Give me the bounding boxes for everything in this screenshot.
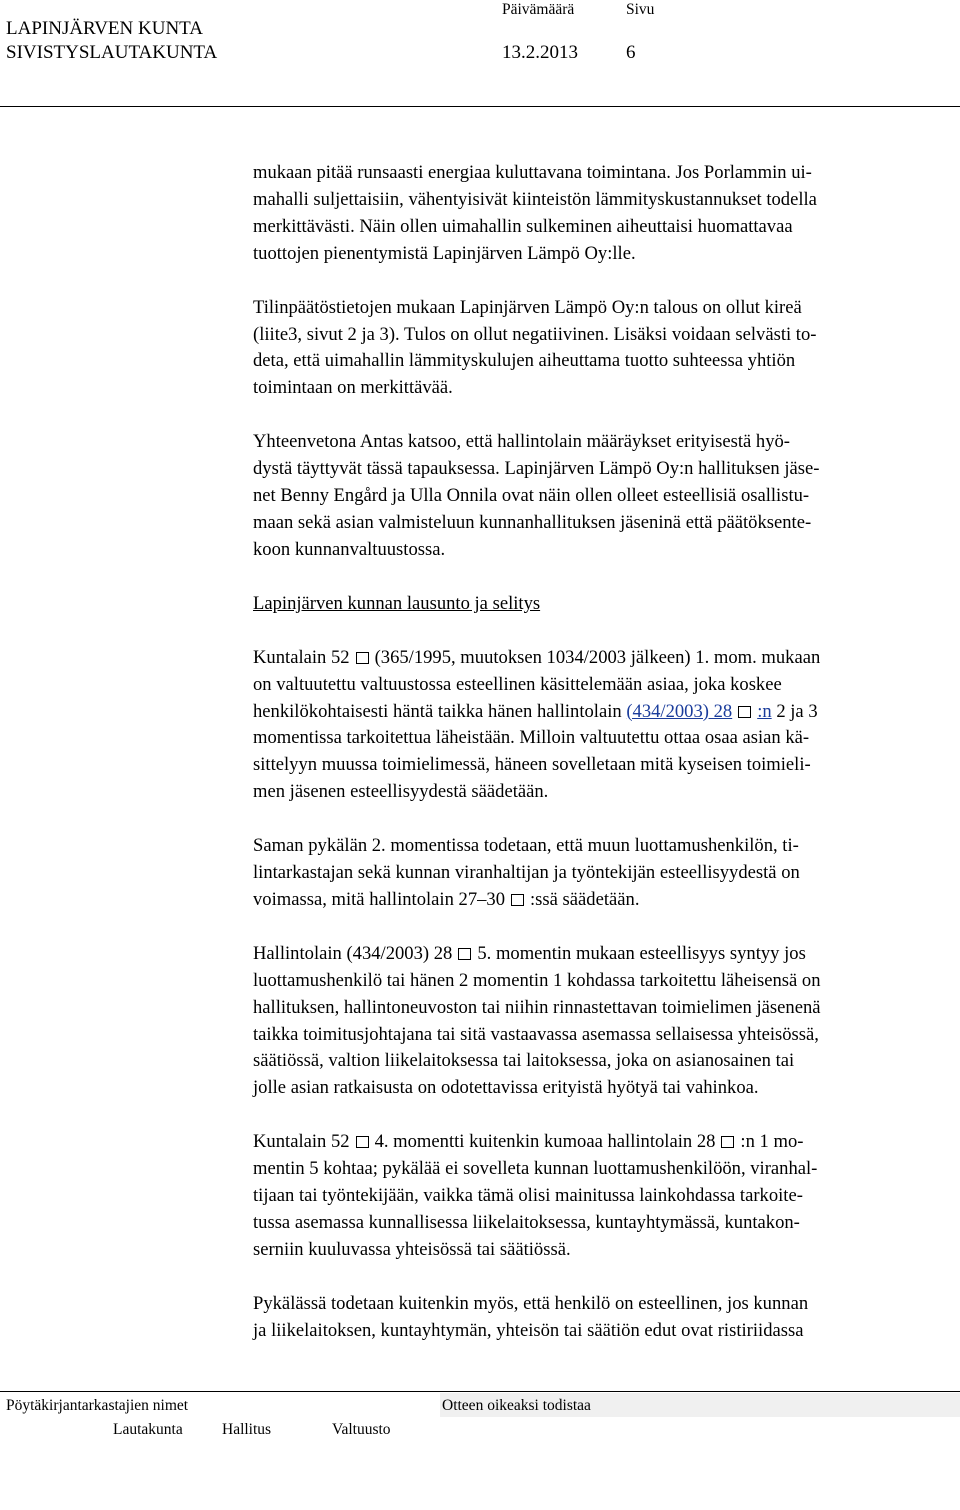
paragraph-6 (253, 941, 956, 1102)
text-line: koon kunnanvaltuustossa. (253, 538, 446, 560)
certified-label: Otteen oikeaksi todistaa (442, 1397, 591, 1414)
section-sign-icon (511, 894, 524, 906)
text-line: dystä täyttyvät tässä tapauksessa. Lapinjärven Lämpö Oy:n hallituksen jäse- (253, 458, 820, 480)
text-line: net Benny Engård ja Ulla Onnila ovat näin ollen olleet esteellisiä osallistu- (253, 485, 810, 507)
text-line: Tilinpäätöstietojen mukaan Lapinjärven Lämpö Oy:n talous on ollut kireä (253, 296, 802, 318)
text-line: Yhteenvetona Antas katsoo, että hallintolain määräykset erityisestä hyö- (253, 431, 790, 453)
section-heading-wrap (253, 591, 956, 618)
org-name: LAPINJÄRVEN KUNTA (6, 18, 203, 39)
text-line: tuottojen pienentymistä Lapinjärven Lämpö Oy:lle. (253, 242, 636, 264)
text-line: tijaan tai työntekijään, vaikka tämä olisi mainitussa lainkohdassa tarkoite- (253, 1185, 803, 1207)
law-reference-link[interactable]: (434/2003) 28 :n (626, 700, 772, 722)
inspectors-label: Pöytäkirjantarkastajien nimet (6, 1397, 189, 1414)
text-line: on valtuutettu valtuustossa esteellinen käsittelemään asiaa, joka koskee (253, 673, 782, 695)
text-line: Kuntalain 52 4. momentti kuitenkin kumoaa hallintolain 28 :n 1 mo- (253, 1131, 804, 1153)
text-line: hallituksen, hallintoneuvoston tai niihin rinnastettavan toimielimen jäsenenä (253, 996, 821, 1018)
section-sign-icon (721, 1136, 734, 1148)
section-sign-icon (738, 706, 751, 718)
text-line: ja liikelaitoksen, kuntayhtymän, yhteisön tai säätiön edut ovat ristiriidassa (253, 1319, 804, 1341)
text-line: men jäsenen esteellisyydestä säädetään. (253, 781, 549, 803)
text-line: tussa asemassa kunnallisessa liikelaitoksessa, kuntayhtymässä, kuntakon- (253, 1212, 800, 1233)
paragraph-7 (253, 1129, 956, 1264)
text-line: Saman pykälän 2. momentissa todetaan, että muun luottamushenkilön, ti- (253, 835, 799, 857)
text-line: momentissa tarkoitettua läheistään. Milloin valtuutettu ottaa osaa asian kä- (253, 727, 810, 749)
text-line: deta, että uimahallin lämmityskulujen aiheuttama tuotto suhteessa yhtiön (253, 350, 796, 372)
page-label: Sivu (626, 1, 655, 18)
text-line: merkittävästi. Näin ollen uimahallin sulkeminen aiheuttaisi huomattavaa (253, 215, 793, 237)
text-line: lintarkastajan sekä kunnan viranhaltijan ja työntekijän esteellisyydestä on (253, 862, 800, 884)
text-line: (liite3, sivut 2 ja 3). Tulos on ollut negatiivinen. Lisäksi voidaan selvästi to- (253, 323, 817, 345)
section-sign-icon (356, 1136, 369, 1148)
text-line: taikka toimitusjohtajana tai sitä vastaavassa asemassa sellaisessa yhteisössä, (253, 1023, 819, 1045)
text-line: serniin kuuluvassa yhteisössä tai säätiössä. (253, 1238, 571, 1260)
date-value: 13.2.2013 (502, 42, 578, 63)
text-line: mahalli suljettaisiin, vähentyisivät kiinteistön lämmityskustannukset todella (253, 188, 817, 210)
section-heading: Lapinjärven kunnan lausunto ja selitys (253, 592, 541, 614)
paragraph-3 (253, 429, 956, 564)
paragraph-5 (253, 833, 956, 914)
text-line: mukaan pitää runsaasti energiaa kuluttavana toimintana. Jos Porlammin ui- (253, 162, 812, 183)
text-line: Pykälässä todetaan kuitenkin myös, että henkilö on esteellinen, jos kunnan (253, 1292, 809, 1314)
text-line: säätiössä, valtion liikelaitoksessa tai laitoksessa, joka on asianosainen tai (253, 1050, 795, 1072)
valtuusto-label: Valtuusto (332, 1421, 391, 1438)
date-label: Päivämäärä (502, 1, 575, 18)
committee-name: SIVISTYSLAUTAKUNTA (6, 42, 218, 63)
header-rule (0, 106, 960, 107)
text-line: Kuntalain 52 (365/1995, muutoksen 1034/2003 jälkeen) 1. mom. mukaan (253, 646, 821, 668)
text-line: henkilökohtaisesti häntä taikka hänen hallintolain (434/2003) 28 :n 2 ja 3 (253, 700, 818, 722)
page-value: 6 (626, 42, 636, 63)
section-sign-icon (458, 948, 471, 960)
paragraph-1 (253, 160, 956, 268)
text-line: jolle asian ratkaisusta on odotettavissa erityistä hyötyä tai vahinkoa. (253, 1077, 759, 1099)
text-line: maan sekä asian valmisteluun kunnanhallituksen jäseninä että päätöksente- (253, 511, 812, 533)
document-body (253, 160, 956, 1372)
text-line: toimintaan on merkittävää. (253, 377, 453, 399)
paragraph-8 (253, 1291, 956, 1345)
text-line: voimassa, mitä hallintolain 27–30 :ssä säädetään. (253, 888, 640, 910)
paragraph-4 (253, 645, 956, 806)
lautakunta-label: Lautakunta (113, 1421, 183, 1438)
paragraph-2 (253, 295, 956, 403)
section-sign-icon (356, 652, 369, 664)
footer-rule (0, 1391, 960, 1392)
text-line: mentin 5 kohtaa; pykälää ei sovelleta kunnan luottamushenkilöön, viranhal- (253, 1158, 818, 1180)
text-line: sittelyyn muussa toimielimessä, häneen sovelletaan mitä kyseisen toimieli- (253, 754, 811, 776)
text-line: Hallintolain (434/2003) 28 5. momentin mukaan esteellisyys syntyy jos (253, 942, 806, 964)
hallitus-label: Hallitus (222, 1421, 272, 1438)
text-line: luottamushenkilö tai hänen 2 momentin 1 kohdassa tarkoitettu läheisensä on (253, 969, 821, 991)
